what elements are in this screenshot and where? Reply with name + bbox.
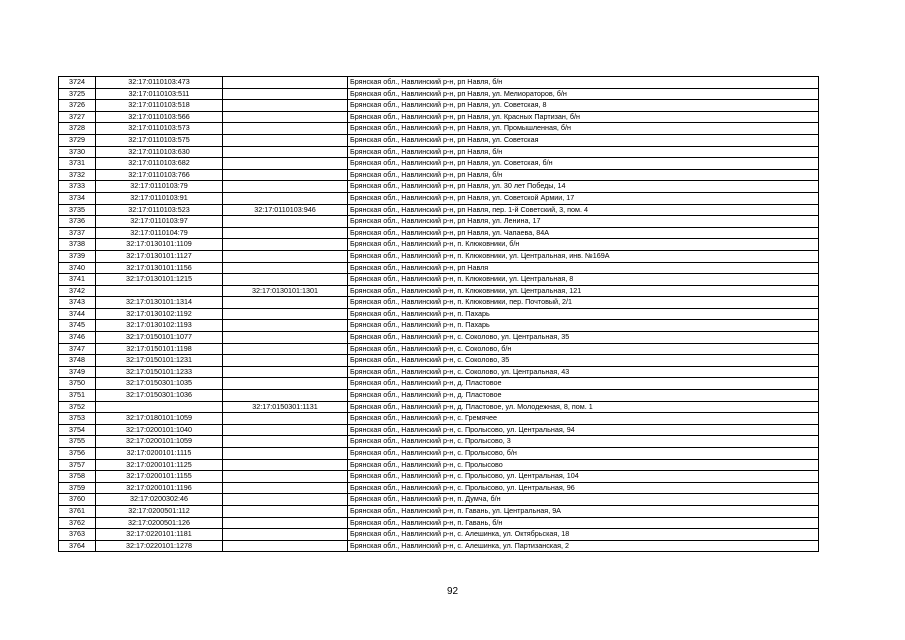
row-number-cell: 3758 [59, 471, 96, 483]
table-row [59, 401, 819, 413]
cadastral-number-cell: 32:17:0110103:97 [96, 216, 223, 228]
cadastral-number-cell: 32:17:0110103:518 [96, 100, 223, 112]
table-row [59, 448, 819, 460]
new-cadastral-number-cell [223, 111, 348, 123]
cadastral-number-cell: 32:17:0150101:1231 [96, 355, 223, 367]
new-cadastral-number-cell [223, 517, 348, 529]
table-row [59, 77, 819, 89]
address-cell: Брянская обл., Навлинский р-н, п. Клюковники, ул. Центральная, инв. №169А [348, 250, 819, 262]
new-cadastral-number-cell [223, 262, 348, 274]
table-row [59, 332, 819, 344]
cadastral-number-cell: 32:17:0130102:1193 [96, 320, 223, 332]
cadastral-number-cell: 32:17:0110103:682 [96, 158, 223, 170]
row-number-cell: 3740 [59, 262, 96, 274]
new-cadastral-number-cell [223, 390, 348, 402]
address-cell: Брянская обл., Навлинский р-н, д. Пластовое [348, 390, 819, 402]
new-cadastral-number-cell [223, 332, 348, 344]
cadastral-number-cell: 32:17:0200101:1059 [96, 436, 223, 448]
row-number-cell: 3735 [59, 204, 96, 216]
row-number-cell: 3750 [59, 378, 96, 390]
new-cadastral-number-cell [223, 343, 348, 355]
table-row [59, 517, 819, 529]
new-cadastral-number-cell [223, 250, 348, 262]
table-row [59, 355, 819, 367]
row-number-cell: 3746 [59, 332, 96, 344]
row-number-cell: 3728 [59, 123, 96, 135]
new-cadastral-number-cell [223, 378, 348, 390]
new-cadastral-number-cell [223, 308, 348, 320]
cadastral-number-cell: 32:17:0220101:1278 [96, 540, 223, 552]
row-number-cell: 3725 [59, 88, 96, 100]
table-row [59, 529, 819, 541]
cadastral-number-cell: 32:17:0200101:1040 [96, 424, 223, 436]
table-row [59, 366, 819, 378]
cadastral-number-cell: 32:17:0110104:79 [96, 227, 223, 239]
address-cell: Брянская обл., Навлинский р-н, рп Навля, ул. Мелиораторов, б/н [348, 88, 819, 100]
row-number-cell: 3738 [59, 239, 96, 251]
address-cell: Брянская обл., Навлинский р-н, п. Думча, б/н [348, 494, 819, 506]
cadastral-number-cell: 32:17:0110103:575 [96, 134, 223, 146]
cadastral-number-cell: 32:17:0150101:1233 [96, 366, 223, 378]
row-number-cell: 3747 [59, 343, 96, 355]
table-row [59, 320, 819, 332]
row-number-cell: 3734 [59, 192, 96, 204]
row-number-cell: 3736 [59, 216, 96, 228]
table-row [59, 146, 819, 158]
cadastral-number-cell [96, 401, 223, 413]
address-cell: Брянская обл., Навлинский р-н, рп Навля, ул. Красных Партизан, б/н [348, 111, 819, 123]
table-row [59, 378, 819, 390]
cadastral-number-cell: 32:17:0150301:1036 [96, 390, 223, 402]
new-cadastral-number-cell [223, 355, 348, 367]
row-number-cell: 3743 [59, 297, 96, 309]
table-row [59, 413, 819, 425]
address-cell: Брянская обл., Навлинский р-н, рп Навля, ул. Чапаева, 84А [348, 227, 819, 239]
cadastral-number-cell: 32:17:0110103:630 [96, 146, 223, 158]
cadastral-number-cell: 32:17:0130101:1127 [96, 250, 223, 262]
table-row [59, 308, 819, 320]
address-cell: Брянская обл., Навлинский р-н, с. Пролысово, ул. Центральная, 94 [348, 424, 819, 436]
cadastral-number-cell: 32:17:0200501:112 [96, 505, 223, 517]
address-cell: Брянская обл., Навлинский р-н, п. Клюковники, ул. Центральная, 121 [348, 285, 819, 297]
cadastral-number-cell: 32:17:0130102:1192 [96, 308, 223, 320]
table-row [59, 192, 819, 204]
table-row [59, 390, 819, 402]
new-cadastral-number-cell [223, 540, 348, 552]
address-cell: Брянская обл., Навлинский р-н, с. Пролысово, 3 [348, 436, 819, 448]
address-cell: Брянская обл., Навлинский р-н, с. Соколово, ул. Центральная, 35 [348, 332, 819, 344]
new-cadastral-number-cell [223, 227, 348, 239]
address-cell: Брянская обл., Навлинский р-н, рп Навля, ул. Советская, 8 [348, 100, 819, 112]
cadastral-number-cell: 32:17:0200501:126 [96, 517, 223, 529]
table-row [59, 239, 819, 251]
new-cadastral-number-cell [223, 448, 348, 460]
table-row [59, 158, 819, 170]
table-row [59, 100, 819, 112]
address-cell: Брянская обл., Навлинский р-н, рп Навля [348, 262, 819, 274]
row-number-cell: 3753 [59, 413, 96, 425]
row-number-cell: 3732 [59, 169, 96, 181]
address-cell: Брянская обл., Навлинский р-н, п. Пахарь [348, 308, 819, 320]
new-cadastral-number-cell: 32:17:0110103:946 [223, 204, 348, 216]
property-table [58, 76, 819, 552]
cadastral-number-cell: 32:17:0200101:1155 [96, 471, 223, 483]
new-cadastral-number-cell [223, 505, 348, 517]
address-cell: Брянская обл., Навлинский р-н, с. Соколово, 35 [348, 355, 819, 367]
row-number-cell: 3751 [59, 390, 96, 402]
address-cell: Брянская обл., Навлинский р-н, п. Клюковники, ул. Центральная, 8 [348, 274, 819, 286]
address-cell: Брянская обл., Навлинский р-н, с. Алешинка, ул. Партизанская, 2 [348, 540, 819, 552]
table-row [59, 134, 819, 146]
row-number-cell: 3731 [59, 158, 96, 170]
row-number-cell: 3733 [59, 181, 96, 193]
row-number-cell: 3739 [59, 250, 96, 262]
row-number-cell: 3724 [59, 77, 96, 89]
new-cadastral-number-cell [223, 146, 348, 158]
row-number-cell: 3744 [59, 308, 96, 320]
address-cell: Брянская обл., Навлинский р-н, рп Навля, б/н [348, 77, 819, 89]
row-number-cell: 3726 [59, 100, 96, 112]
cadastral-number-cell: 32:17:0110103:566 [96, 111, 223, 123]
address-cell: Брянская обл., Навлинский р-н, п. Пахарь [348, 320, 819, 332]
cadastral-number-cell: 32:17:0150301:1035 [96, 378, 223, 390]
row-number-cell: 3759 [59, 482, 96, 494]
row-number-cell: 3762 [59, 517, 96, 529]
new-cadastral-number-cell [223, 459, 348, 471]
table-row [59, 216, 819, 228]
address-cell: Брянская обл., Навлинский р-н, п. Клюковники, б/н [348, 239, 819, 251]
new-cadastral-number-cell [223, 413, 348, 425]
cadastral-number-cell: 32:17:0150101:1077 [96, 332, 223, 344]
table-row [59, 227, 819, 239]
address-cell: Брянская обл., Навлинский р-н, рп Навля, ул. Советской Армии, 17 [348, 192, 819, 204]
address-cell: Брянская обл., Навлинский р-н, п. Гавань, б/н [348, 517, 819, 529]
table-row [59, 123, 819, 135]
address-cell: Брянская обл., Навлинский р-н, с. Соколово, ул. Центральная, 43 [348, 366, 819, 378]
row-number-cell: 3737 [59, 227, 96, 239]
new-cadastral-number-cell [223, 366, 348, 378]
address-cell: Брянская обл., Навлинский р-н, с. Пролысово, ул. Центральная, 104 [348, 471, 819, 483]
table-row [59, 169, 819, 181]
table-row [59, 505, 819, 517]
new-cadastral-number-cell [223, 192, 348, 204]
new-cadastral-number-cell [223, 181, 348, 193]
new-cadastral-number-cell [223, 123, 348, 135]
row-number-cell: 3729 [59, 134, 96, 146]
cadastral-number-cell: 32:17:0110103:511 [96, 88, 223, 100]
row-number-cell: 3742 [59, 285, 96, 297]
row-number-cell: 3757 [59, 459, 96, 471]
address-cell: Брянская обл., Навлинский р-н, с. Пролысово, ул. Центральная, 96 [348, 482, 819, 494]
new-cadastral-number-cell: 32:17:0130101:1301 [223, 285, 348, 297]
address-cell: Брянская обл., Навлинский р-н, рп Навля, ул. Ленина, 17 [348, 216, 819, 228]
table-row [59, 459, 819, 471]
cadastral-number-cell: 32:17:0150101:1198 [96, 343, 223, 355]
address-cell: Брянская обл., Навлинский р-н, д. Пластовое [348, 378, 819, 390]
new-cadastral-number-cell [223, 216, 348, 228]
cadastral-number-cell: 32:17:0200101:1115 [96, 448, 223, 460]
table-row [59, 111, 819, 123]
row-number-cell: 3760 [59, 494, 96, 506]
address-cell: Брянская обл., Навлинский р-н, п. Клюковники, пер. Почтовый, 2/1 [348, 297, 819, 309]
cadastral-number-cell: 32:17:0110103:79 [96, 181, 223, 193]
table-row [59, 343, 819, 355]
table-row [59, 250, 819, 262]
new-cadastral-number-cell [223, 471, 348, 483]
cadastral-number-cell: 32:17:0130101:1109 [96, 239, 223, 251]
new-cadastral-number-cell [223, 494, 348, 506]
address-cell: Брянская обл., Навлинский р-н, рп Навля, ул. Советская, б/н [348, 158, 819, 170]
new-cadastral-number-cell [223, 100, 348, 112]
new-cadastral-number-cell [223, 424, 348, 436]
address-cell: Брянская обл., Навлинский р-н, д. Пластовое, ул. Молодежная, 8, пом. 1 [348, 401, 819, 413]
address-cell: Брянская обл., Навлинский р-н, с. Соколово, б/н [348, 343, 819, 355]
row-number-cell: 3741 [59, 274, 96, 286]
address-cell: Брянская обл., Навлинский р-н, с. Пролысово [348, 459, 819, 471]
cadastral-number-cell: 32:17:0220101:1181 [96, 529, 223, 541]
cadastral-number-cell: 32:17:0110103:523 [96, 204, 223, 216]
new-cadastral-number-cell [223, 297, 348, 309]
cadastral-number-cell: 32:17:0200101:1196 [96, 482, 223, 494]
row-number-cell: 3761 [59, 505, 96, 517]
cadastral-number-cell: 32:17:0180101:1059 [96, 413, 223, 425]
cadastral-number-cell: 32:17:0110103:91 [96, 192, 223, 204]
row-number-cell: 3755 [59, 436, 96, 448]
address-cell: Брянская обл., Навлинский р-н, рп Навля, ул. Промышленная, б/н [348, 123, 819, 135]
new-cadastral-number-cell [223, 482, 348, 494]
cadastral-number-cell [96, 285, 223, 297]
table-row [59, 262, 819, 274]
new-cadastral-number-cell [223, 169, 348, 181]
row-number-cell: 3748 [59, 355, 96, 367]
new-cadastral-number-cell [223, 88, 348, 100]
row-number-cell: 3763 [59, 529, 96, 541]
address-cell: Брянская обл., Навлинский р-н, рп Навля, б/н [348, 169, 819, 181]
cadastral-number-cell: 32:17:0200302:46 [96, 494, 223, 506]
row-number-cell: 3749 [59, 366, 96, 378]
new-cadastral-number-cell: 32:17:0150301:1131 [223, 401, 348, 413]
new-cadastral-number-cell [223, 77, 348, 89]
new-cadastral-number-cell [223, 274, 348, 286]
new-cadastral-number-cell [223, 134, 348, 146]
new-cadastral-number-cell [223, 436, 348, 448]
cadastral-number-cell: 32:17:0110103:573 [96, 123, 223, 135]
new-cadastral-number-cell [223, 239, 348, 251]
row-number-cell: 3745 [59, 320, 96, 332]
new-cadastral-number-cell [223, 529, 348, 541]
address-cell: Брянская обл., Навлинский р-н, с. Пролысово, б/н [348, 448, 819, 460]
row-number-cell: 3764 [59, 540, 96, 552]
new-cadastral-number-cell [223, 320, 348, 332]
table-row [59, 482, 819, 494]
row-number-cell: 3752 [59, 401, 96, 413]
address-cell: Брянская обл., Навлинский р-н, с. Гремячее [348, 413, 819, 425]
table-row [59, 274, 819, 286]
cadastral-number-cell: 32:17:0130101:1314 [96, 297, 223, 309]
table-row [59, 424, 819, 436]
cadastral-number-cell: 32:17:0200101:1125 [96, 459, 223, 471]
address-cell: Брянская обл., Навлинский р-н, рп Навля, ул. 30 лет Победы, 14 [348, 181, 819, 193]
cadastral-number-cell: 32:17:0130101:1215 [96, 274, 223, 286]
new-cadastral-number-cell [223, 158, 348, 170]
table-row [59, 88, 819, 100]
table-row [59, 285, 819, 297]
address-cell: Брянская обл., Навлинский р-н, рп Навля, ул. Советская [348, 134, 819, 146]
address-cell: Брянская обл., Навлинский р-н, с. Алешинка, ул. Октябрьская, 18 [348, 529, 819, 541]
table-row [59, 471, 819, 483]
row-number-cell: 3730 [59, 146, 96, 158]
row-number-cell: 3727 [59, 111, 96, 123]
address-cell: Брянская обл., Навлинский р-н, рп Навля, б/н [348, 146, 819, 158]
table-row [59, 181, 819, 193]
row-number-cell: 3756 [59, 448, 96, 460]
table-body [59, 77, 819, 552]
row-number-cell: 3754 [59, 424, 96, 436]
table-row [59, 297, 819, 309]
address-cell: Брянская обл., Навлинский р-н, рп Навля, пер. 1-й Советский, 3, пом. 4 [348, 204, 819, 216]
table-row [59, 540, 819, 552]
address-cell: Брянская обл., Навлинский р-н, п. Гавань, ул. Центральная, 9А [348, 505, 819, 517]
table-row [59, 436, 819, 448]
page-number: 92 [446, 586, 459, 597]
cadastral-number-cell: 32:17:0110103:473 [96, 77, 223, 89]
cadastral-number-cell: 32:17:0130101:1156 [96, 262, 223, 274]
cadastral-number-cell: 32:17:0110103:766 [96, 169, 223, 181]
table-row [59, 204, 819, 216]
table-row [59, 494, 819, 506]
